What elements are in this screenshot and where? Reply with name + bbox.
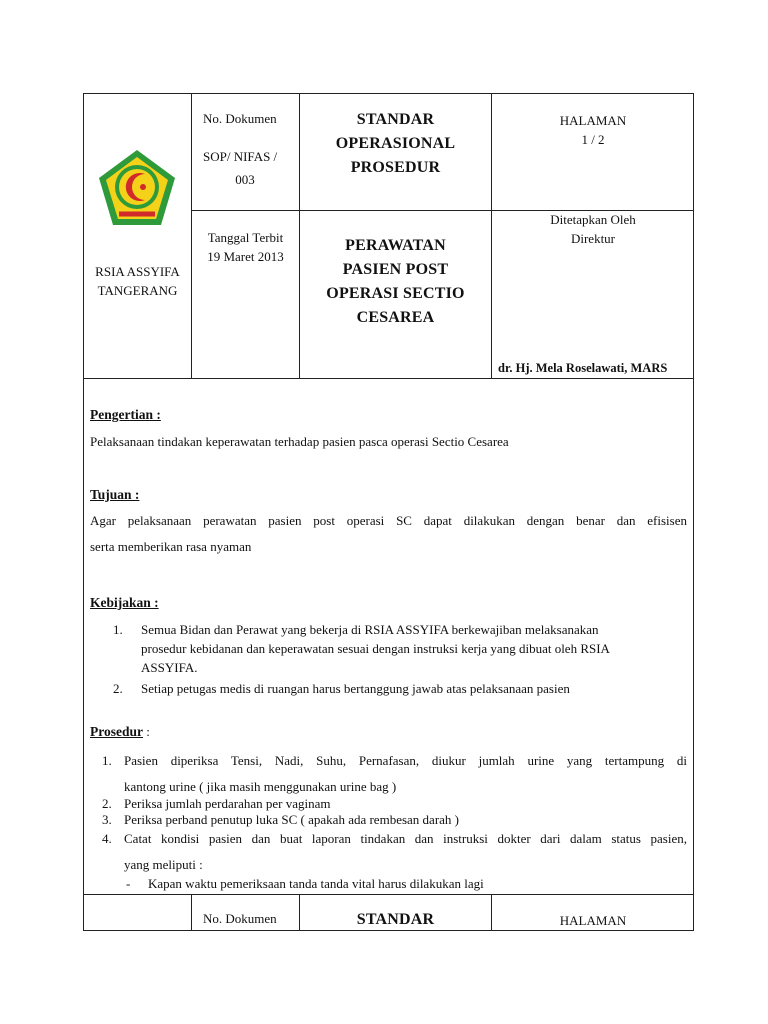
kebijakan-item-2: Setiap petugas medis di ruangan harus bertanggung jawab atas pelaksanaan pasien (141, 681, 570, 696)
director-name: dr. Hj. Mela Roselawati, MARS (498, 361, 668, 375)
sop-subject: PERAWATAN PASIEN POST OPERASI SECTIO CESAREA (326, 237, 465, 326)
footer-doc-no-label: No. Dokumen (203, 911, 277, 926)
footer-title: STANDAR (356, 911, 435, 928)
prosedur-item-2: Periksa jumlah perdarahan per vaginam (124, 796, 331, 811)
kebijakan-number-2: 2. (113, 681, 123, 696)
kebijakan-heading: Kebijakan : (90, 595, 159, 610)
logo-icon (97, 148, 177, 228)
prosedur-number-1: 1. (102, 753, 112, 768)
tujuan-heading: Tujuan : (90, 487, 140, 502)
prosedur-item-1: Pasien diperiksa Tensi, Nadi, Suhu, Pernafasan, diukur jumlah urine yang tertampung di kantong urine ( jika masih menggunakan urine bag ) (124, 753, 687, 794)
kebijakan-number-1: 1. (113, 622, 123, 637)
prosedur-heading: Prosedur : (90, 724, 150, 739)
set-by: Ditetapkan Oleh Direktur (550, 212, 636, 246)
doc-no-label: No. Dokumen (203, 111, 277, 126)
prosedur-number-3: 3. (102, 812, 112, 827)
prosedur-sub-dash: - (126, 876, 131, 891)
prosedur-sub-item: Kapan waktu pemeriksaan tanda tanda vital harus dilakukan lagi (148, 876, 484, 891)
footer-divider-1 (191, 894, 192, 931)
prosedur-item-4: Catat kondisi pasien dan buat laporan tindakan dan instruksi dokter dari dalam status pasien, yang meliputi : (124, 831, 687, 872)
hospital-name: RSIA ASSYIFA TANGERANG (95, 264, 180, 298)
pengertian-heading: Pengertian : (90, 407, 161, 422)
hospital-logo (97, 148, 177, 228)
kebijakan-item-1: Semua Bidan dan Perawat yang bekerja di RSIA ASSYIFA berkewajiban melaksanakan prosedur kebidanan dan keperawatan sesuai dengan instruksi kerja yang dibuat oleh RSIA ASSYIFA. (141, 622, 610, 675)
prosedur-number-2: 2. (102, 796, 112, 811)
footer-header-top-line (83, 894, 694, 895)
footer-page-label: HALAMAN (559, 913, 627, 928)
doc-no-value: SOP/ NIFAS / 003 (203, 149, 278, 187)
tujuan-text: Agar pelaksanaan perawatan pasien post operasi SC dapat dilakukan dengan benar dan efisisen serta memberikan rasa nyaman (90, 513, 687, 554)
prosedur-number-4: 4. (102, 831, 112, 846)
issue-date: Tanggal Terbit 19 Maret 2013 (207, 230, 284, 264)
prosedur-item-3: Periksa perband penutup luka SC ( apakah ada rembesan darah ) (124, 812, 459, 827)
page-info: HALAMAN 1 / 2 (559, 113, 627, 147)
pengertian-text: Pelaksanaan tindakan keperawatan terhadap pasien pasca operasi Sectio Cesarea (90, 434, 509, 449)
header-bottom-line (83, 378, 694, 379)
document-title: STANDAR OPERASIONAL PROSEDUR (335, 111, 456, 176)
